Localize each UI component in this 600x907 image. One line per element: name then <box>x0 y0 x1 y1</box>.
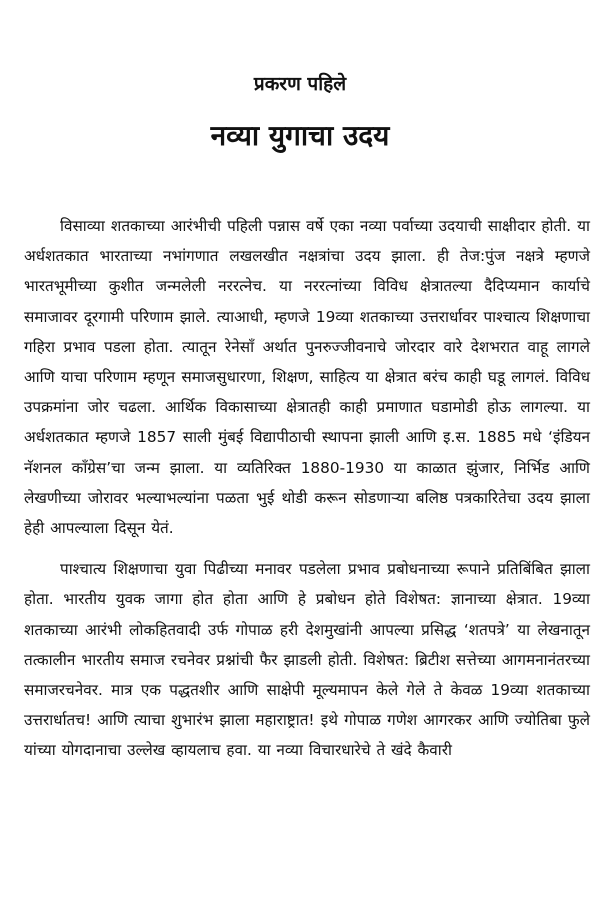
paragraph-1: विसाव्या शतकाच्या आरंभीची पहिली पन्नास वर्षे एका नव्या पर्वाच्या उदयाची साक्षीदार होती. या अर्धशतकात भारताच्या नभांगणात लखलखीत नक्षत्रांचा उदय झाला. ही तेज:पुंज नक्षत्रे म्हणजे भारतभूमीच्या कुशीत जन्मलेली नररत्नेच. या नररत्नांच्या विविध क्षेत्रातल्या दैदिप्यमान कार्याचे समाजावर दूरगामी परिणाम झाले. त्याआधी, म्हणजे 19व्या शतकाच्या उत्तरार्धावर पाश्चात्य शिक्षणाचा गहिरा प्रभाव पडला होता. त्यातून रेनेसाँ अर्थात पुनरुज्जीवनाचे जोरदार वारे देशभरात वाहू लागले आणि याचा परिणाम म्हणून समाजसुधारणा, शिक्षण, साहित्य या क्षेत्रात बरंच काही घडू लागलं. विविध उपक्रमांना जोर चढला. आर्थिक विकासाच्या क्षेत्रातही काही प्रमाणात घडामोडी होऊ लागल्या. या अर्धशतकात म्हणजे 1857 साली मुंबई विद्यापीठाची स्थापना झाली आणि इ.स. 1885 मधे ‘इंडियन नॅशनल कॉंग्रेस’चा जन्म झाला. या व्यतिरिक्त 1880-1930 या काळात झुंजार, निर्भिड आणि लेखणीच्या जोरावर भल्याभल्यांना पळता भुई थोडी करून सोडणाऱ्या बलिष्ठ पत्रकारितेचा उदय झाला हेही आपल्याला दिसून येतं. <box>24 217 590 538</box>
paragraph-2: पाश्चात्य शिक्षणाचा युवा पिढीच्या मनावर पडलेला प्रभाव प्रबोधनाच्या रूपाने प्रतिबिंबित झाला होता. भारतीय युवक जागा होत होता आणि हे प्रबोधन होते विशेषत: ज्ञानाच्या क्षेत्रात. 19व्या शतकाच्या आरंभी लोकहितवादी उर्फ गोपाळ हरी देशमुखांनी आपल्या प्रसिद्ध ‘शतपत्रे’ या लेखनातून तत्कालीन भारतीय समाज रचनेवर प्रश्नांची फैर झाडली होती. विशेषत: ब्रिटीश सत्तेच्या आगमनानंतरच्या समाजरचनेवर. मात्र एक पद्धतशीर आणि साक्षेपी मूल्यमापन केले गेले ते केवळ 19व्या शतकाच्या उत्तरार्धातच! आणि त्याचा शुभारंभ झाला महाराष्ट्रात! इथे गोपाळ गणेश आगरकर आणि ज्योतिबा फुले यांच्या योगदानाचा उल्लेख व्हायलाच हवा. या नव्या विचारधारेचे ते खंदे कैवारी <box>24 560 590 760</box>
body-text <box>24 211 590 777</box>
chapter-label: प्रकरण पहिले <box>253 73 347 95</box>
chapter-title: नव्या युगाचा उदय <box>210 119 390 152</box>
